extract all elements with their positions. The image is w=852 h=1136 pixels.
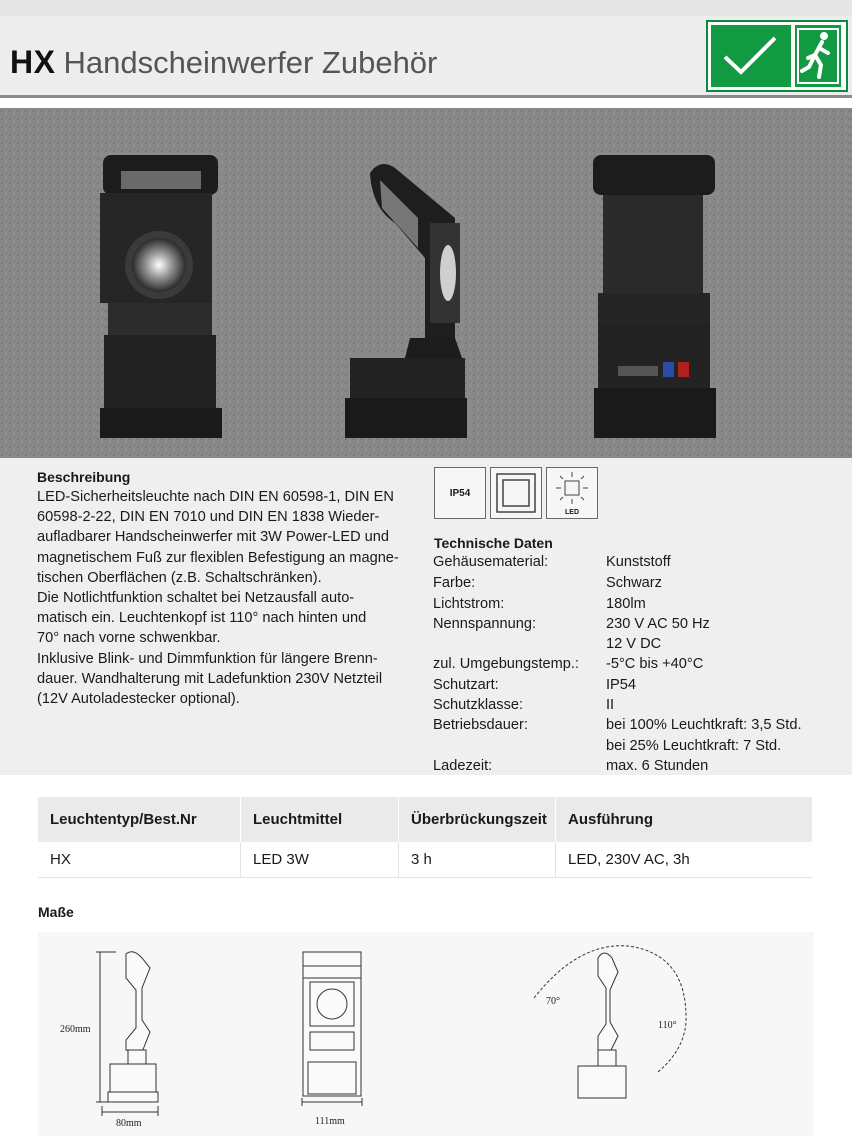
table-cell: 3 h bbox=[398, 842, 555, 877]
spec-value: 230 V AC 50 Hz bbox=[606, 616, 710, 632]
description-line: LED-Sicherheitsleuchte nach DIN EN 60598-1, DIN EN bbox=[37, 489, 394, 505]
description-line: dauer. Wandhalterung mit Ladefunktion 230V Netzteil bbox=[37, 670, 383, 687]
running-man-icon bbox=[795, 25, 841, 87]
description-line: tischen Oberflächen (z.B. Schaltschränken). bbox=[37, 569, 322, 586]
checkmark-icon bbox=[711, 25, 791, 87]
spec-value: Schwarz bbox=[606, 575, 662, 591]
spec-label: zul. Umgebungstemp.: bbox=[433, 656, 580, 672]
spec-label: Farbe: bbox=[433, 575, 476, 591]
spec-value: 180lm bbox=[606, 596, 646, 612]
spec-value: II bbox=[606, 697, 615, 713]
protection-class-icon bbox=[490, 467, 542, 519]
table-cell: LED 3W bbox=[240, 842, 398, 877]
description-heading: Beschreibung bbox=[37, 469, 131, 485]
spec-label: Nennspannung: bbox=[433, 616, 537, 632]
spec-value: IP54 bbox=[606, 677, 637, 693]
description-line: Inklusive Blink- und Dimmfunktion für längere Brenn- bbox=[37, 650, 378, 667]
header-rule bbox=[0, 95, 852, 98]
spec-label: Ladezeit: bbox=[433, 758, 493, 774]
spec-value: Kunststoff bbox=[606, 554, 671, 570]
description-line: aufladbarer Handscheinwerfer mit 3W Power-LED und bbox=[37, 529, 390, 546]
spec-value: -5°C bis +40°C bbox=[606, 656, 704, 672]
front-width-label: 111mm bbox=[315, 1116, 345, 1127]
table-header-cell: Ausführung bbox=[555, 797, 812, 842]
spec-value: max. 6 Stunden bbox=[606, 758, 709, 774]
dimension-drawings bbox=[38, 932, 814, 1136]
product-photo bbox=[0, 108, 852, 458]
table-row bbox=[38, 842, 812, 878]
dimension-lines bbox=[38, 932, 814, 1136]
description-line: 60598-2-22, DIN EN 7010 und DIN EN 1838 Wieder- bbox=[37, 509, 380, 526]
led-label: LED bbox=[565, 509, 579, 516]
description-line: 70° nach vorne schwenkbar. bbox=[37, 630, 221, 647]
product-code: HX bbox=[10, 44, 56, 80]
table-header-row bbox=[38, 797, 812, 842]
tech-heading: Technische Daten bbox=[434, 535, 553, 551]
spec-value: 12 V DC bbox=[606, 636, 662, 652]
description-line: matisch ein. Leuchtenkopf ist 110° nach hinten und bbox=[37, 610, 367, 627]
spec-label: Schutzklasse: bbox=[433, 697, 524, 713]
spec-value: bei 25% Leuchtkraft: 7 Std. bbox=[606, 738, 782, 754]
spec-label: Betriebsdauer: bbox=[433, 717, 528, 733]
ip54-badge-icon bbox=[434, 467, 486, 519]
description-line: Die Notlichtfunktion schaltet bei Netzausfall auto- bbox=[37, 590, 355, 607]
table-header-cell: Leuchtmittel bbox=[240, 797, 398, 842]
led-bulb-icon bbox=[546, 467, 598, 519]
spec-label: Schutzart: bbox=[433, 677, 499, 693]
certification-icons bbox=[434, 467, 598, 519]
product-subtitle: Handscheinwerfer Zubehör bbox=[63, 45, 438, 80]
dimensions-heading: Maße bbox=[38, 904, 74, 920]
ip54-label: IP54 bbox=[449, 487, 471, 499]
page-title bbox=[10, 42, 437, 83]
side-width-label: 80mm bbox=[116, 1118, 142, 1129]
description-line: (12V Autoladestecker optional). bbox=[37, 691, 240, 708]
table-cell: HX bbox=[50, 851, 71, 868]
height-label: 260mm bbox=[60, 1024, 91, 1035]
description-text bbox=[37, 487, 417, 709]
description-line: magnetischem Fuß zur flexiblen Befestigung an magne- bbox=[37, 549, 399, 566]
spec-label: Gehäusematerial: bbox=[433, 554, 549, 570]
table-cell: LED, 230V AC, 3h bbox=[555, 842, 812, 877]
top-band bbox=[0, 0, 852, 16]
emergency-exit-sign bbox=[706, 20, 848, 92]
front-angle-label: 70° bbox=[546, 996, 560, 1007]
table-header-cell: Überbrückungszeit bbox=[398, 797, 555, 842]
spec-label: Lichtstrom: bbox=[433, 596, 505, 612]
table-header-cell: Leuchtentyp/Best.Nr bbox=[50, 811, 197, 828]
lamp-front-view bbox=[100, 155, 222, 438]
product-table bbox=[38, 797, 812, 878]
back-angle-label: 110° bbox=[658, 1020, 677, 1031]
lamp-back-view bbox=[593, 155, 716, 438]
spec-value: bei 100% Leuchtkraft: 3,5 Std. bbox=[606, 717, 802, 733]
